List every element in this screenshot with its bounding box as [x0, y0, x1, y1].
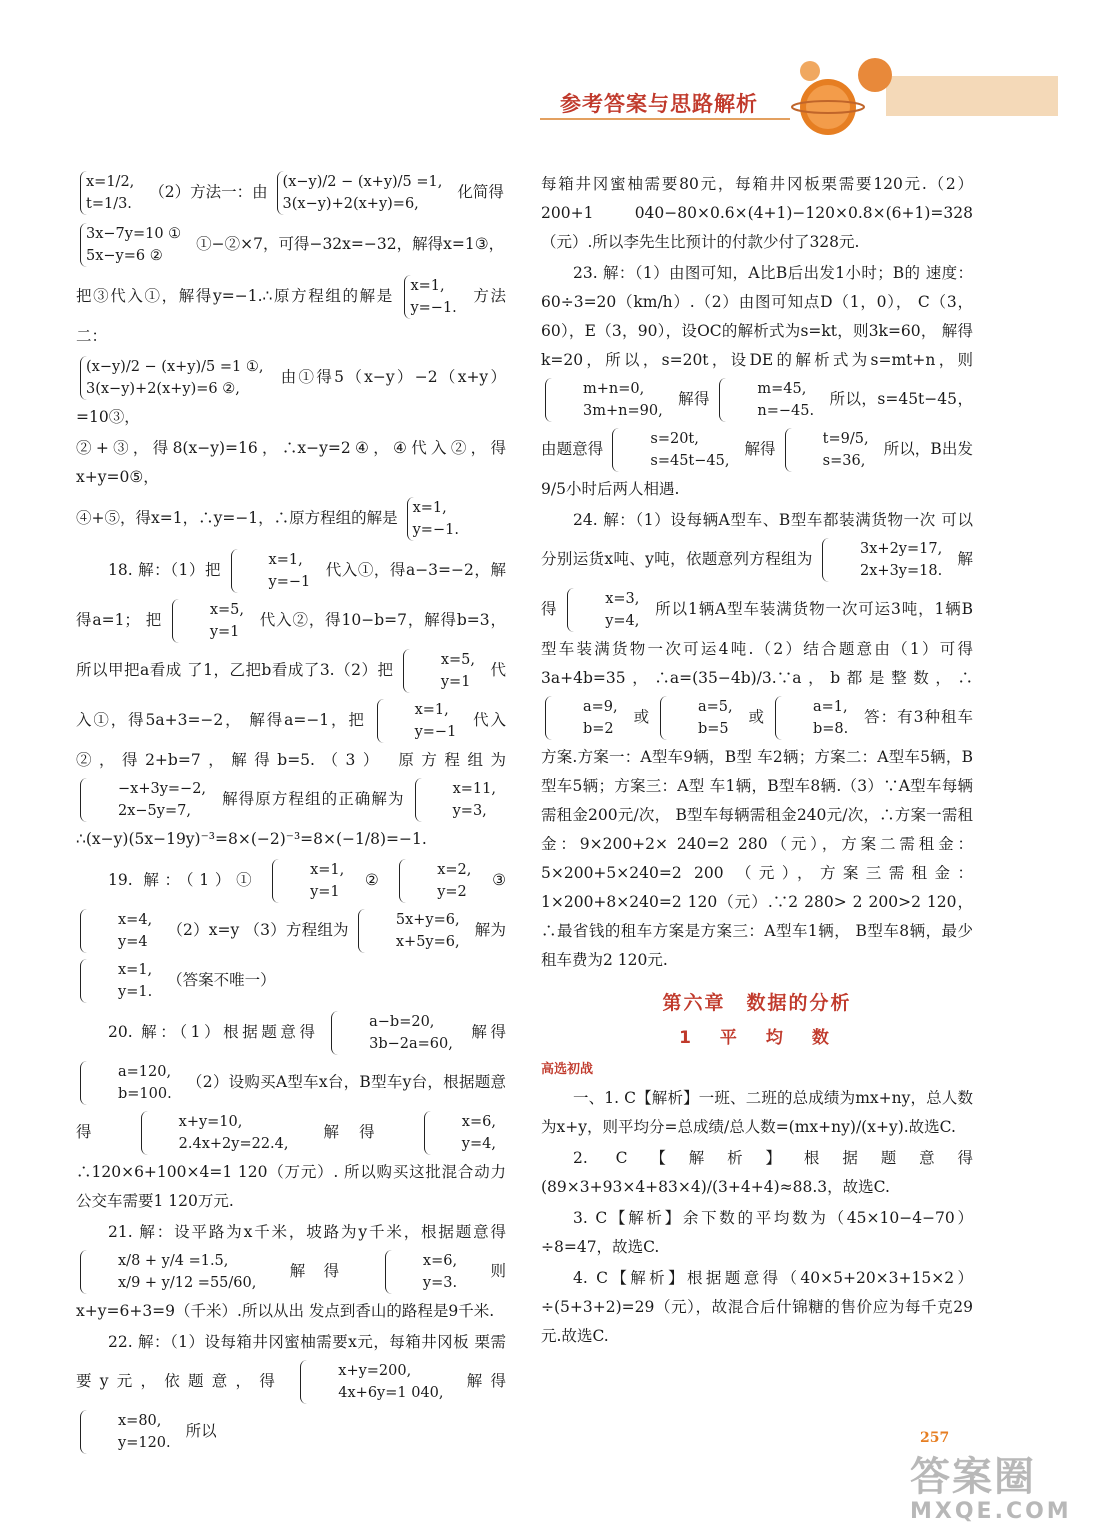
equation-system: x=1, y=1.	[80, 959, 158, 1003]
equation-system: a=5, b=5	[660, 696, 739, 740]
equation-system: x=1, y=1	[272, 859, 350, 903]
site-watermark: 答案圈 MXQE.COM	[910, 1454, 1072, 1524]
equation-system: 3x+2y=17, 2x+3y=18.	[822, 538, 948, 582]
equation-system: (x−y)/2 − (x+y)/5 =1, 3(x−y)+2(x+y)=6,	[277, 171, 449, 215]
header-underline	[540, 118, 790, 120]
answer-21: 21. 解：设平路为x千米，坡路为y千米，根据题意得 x/8 + y/4 =1.5, x/9 + y/12 =55/60, 解得 x=6, y=3. 则x+y=6+3=9（千米）.所以从出 发点到香山的路程是9千米.	[76, 1223, 506, 1320]
equation-system: x=5, y=1	[172, 599, 250, 643]
answer-17-step: 把③代入①，解得y=−1.∴原方程组的解是 x=1, y=−1. 方法二：	[76, 272, 506, 351]
answer-23: 23. 解：（1）由图可知，A比B后出发1小时；B的 速度：60÷3=20（km/h）.（2）由图可知点D（1，0）， C（3，60），E（3，90），设OC的解析式为s=kt，则3k=60， 解得k=20，所以，s=20t，设DE的解析式为s=mt+n，则 m+n=0, 3m+n=90, 解得 m=45, n=−45. 所以，s=45t−45，由题意得 s=20t, s=45t−45, 解得 t=9/5, s=36, 所以，B出发9/5小时后两人相遇.	[541, 264, 973, 498]
header-band	[886, 76, 1058, 116]
answer-17-step: 3x−7y=10 ① 5x−y=6 ② ①−②×7，可得−32x=−32，解得x=1③，	[76, 220, 506, 270]
exercise-1: 一、1. C【解析】一班、二班的总成绩为mx+ny，总人数为x+y，则平均分=总成绩/总人数=(mx+ny)/(x+y).故选C.	[541, 1089, 973, 1136]
equation-system: x=2, y=2	[399, 859, 477, 903]
equation-system: s=20t, s=45t−45,	[612, 428, 735, 472]
equation-system: x=5, y=1	[403, 649, 481, 693]
answer-18: 18. 解：（1）把 x=1, y=−1 代入①，得a−3=−2，解得a=1； 把 x=5, y=1 代入②，得10−b=7，解得b=3，所以甲把a看成 了1，乙把b看成了3.（2）把 x=5, y=1 代入①，得5a+3=−2， 解得a=−1，把 x=1, y=−1 代入②，得2+b=7，解得b=5.（3） 原方程组为 −x+3y=−2, 2x−5y=7, 解得原方程组的正确解为 x=11, y=3, ∴(x−y)(5x−19y)⁻³=8×(−2)⁻³=8×(−1/8)=−1.	[76, 546, 506, 854]
equation-system: x=3, y=4,	[567, 588, 645, 632]
answer-20: 20. 解：（1）根据题意得 a−b=20, 3b−2a=60, 解得 a=120, b=100. （2）设购买A型车x台，B型车y台，根据题意得 x+y=10, 2.4x+2y=22.4, 解得 x=6, y=4, ∴120×6+100×4=1 120（万元）. 所以购买这批混合动力公交车需要1 120万元.	[76, 1008, 506, 1216]
answer-24: 24. 解：（1）设每辆A型车、B型车都装满货物一次 可以分别运货x吨、y吨，依题意列方程组为 3x+2y=17, 2x+3y=18. 解得 x=3, y=4, 所以1辆A型车装满货物一次可运3吨，1辆B 型车装满货物一次可运4吨.（2）结合题意由（1）可得 3a+4b=35，∴a=(35−4b)/3.∵a，b都是整数，∴ a=9, b=2 或 a=5, b=5 或 a=1, b=8. 答：有3种租车方案.方案一：A型车9辆，B型 车2辆；方案二：A型车5辆，B型车5辆；方案三：A型 车1辆，B型车8辆.（3）∵A型车每辆需租金200元/次， B型车每辆需租金240元/次，∴方案一需租金：9×200+2× 240=2 280（元），方案二需租金：5×200+5×240=2 200 （元），方案三需租金：1×200+8×240=2 120（元）.∵2 280> 2 200>2 120，∴最省钱的租车方案是方案三：A型车1辆， B型车8辆，最少租车费为2 120元.	[541, 511, 974, 969]
answer-22-cont: 每箱井冈蜜柚需要80元，每箱井冈板栗需要120元.（2）200+1 040−80×0.6×(4+1)−120×0.8×(6+1)=328（元）.所以李先生比预计的付款少付了328元.	[541, 175, 973, 251]
page-number: 257	[920, 1430, 950, 1446]
equation-system: m=45, n=−45.	[719, 378, 820, 422]
answer-17-step: (x−y)/2 − (x+y)/5 =1 ①, 3(x−y)+2(x+y)=6 ②, 由①得5（x−y）−2（x+y）=10③，	[76, 353, 506, 432]
equation-system: −x+3y=−2, 2x−5y=7,	[80, 778, 212, 822]
equation-system: x=1, y=−1	[231, 549, 317, 593]
equation-system: 3x−7y=10 ① 5x−y=6 ②	[80, 223, 187, 267]
equation-system: t=9/5, s=36,	[785, 428, 875, 472]
answer-19: 19. 解：（1）① x=1, y=1 ② x=2, y=2 ③ x=4, y=4 （2）x=y （3）方程组为 5x+y=6, x+5y=6, 解为 x=1, y=1. （答案不唯一）	[76, 856, 506, 1006]
equation-system: x+y=200, 4x+6y=1 040,	[300, 1360, 449, 1404]
equation-system: m+n=0, 3m+n=90,	[545, 378, 669, 422]
equation-system: x=1, y=−1.	[404, 275, 462, 319]
answer-17-step: ④+⑤，得x=1，∴y=−1，∴原方程组的解是 x=1, y=−1.	[76, 494, 506, 544]
equation-system: x+y=10, 2.4x+2y=22.4,	[141, 1111, 295, 1155]
equation-system: x=80, y=120.	[80, 1410, 177, 1454]
equation-system: x=1, y=−1	[377, 699, 463, 743]
equation-system: a=9, b=2	[545, 696, 624, 740]
equation-system: a=120, b=100.	[80, 1061, 178, 1105]
equation-system: x=11, y=3,	[415, 778, 502, 822]
equation-system: x=6, y=3.	[385, 1250, 463, 1294]
planets-decoration-icon	[790, 55, 900, 145]
equation-system: x=1/2, t=1/3.	[80, 171, 140, 215]
equation-system: (x−y)/2 − (x+y)/5 =1 ①, 3(x−y)+2(x+y)=6 ②,	[80, 356, 269, 400]
section-title: 1 平 均 数	[679, 1028, 835, 1048]
equation-system: 5x+y=6, x+5y=6,	[358, 909, 466, 953]
exercise-3: 3. C【解析】余下数的平均数为（45×10−4−70）÷8=47，故选C.	[541, 1209, 973, 1256]
equation-system: x=4, y=4	[80, 909, 158, 953]
chapter-title: 第六章 数据的分析	[662, 992, 852, 1014]
answer-17-step: ②+③，得8(x−y)=16，∴x−y=2④，④代入②，得x+y=0⑤，	[76, 439, 506, 486]
answer-17-cont: x=1/2, t=1/3. （2）方法一：由 (x−y)/2 − (x+y)/5 =1, 3(x−y)+2(x+y)=6, 化简得	[76, 168, 506, 218]
left-column	[76, 168, 506, 1459]
equation-system: a=1, b=8.	[775, 696, 854, 740]
exercise-2: 2. C【解析】根据题意得(89×3+93×4+83×4)/(3+4+4)≈88.3，故选C.	[541, 1149, 973, 1196]
equation-system: a−b=20, 3b−2a=60,	[331, 1011, 459, 1055]
exercise-4: 4. C【解析】根据题意得（40×5+20×3+15×2）÷(5+3+2)=29（元），故混合后什锦糖的售价应为每千克29元.故选C.	[541, 1269, 973, 1345]
answer-22: 22. 解：（1）设每箱井冈蜜柚需要x元，每箱井冈板 栗需要y元，依题意，得 x+y=200, 4x+6y=1 040, 解得 x=80, y=120. 所以	[76, 1328, 506, 1457]
exercise-tag: 高选初战	[541, 1062, 594, 1077]
equation-system: x/8 + y/4 =1.5, x/9 + y/12 =55/60,	[80, 1250, 262, 1294]
right-column	[541, 170, 973, 1353]
equation-system: x=6, y=4,	[424, 1111, 502, 1155]
equation-system: x=1, y=−1.	[407, 497, 465, 541]
page-header-title: 参考答案与思路解析	[560, 92, 758, 116]
